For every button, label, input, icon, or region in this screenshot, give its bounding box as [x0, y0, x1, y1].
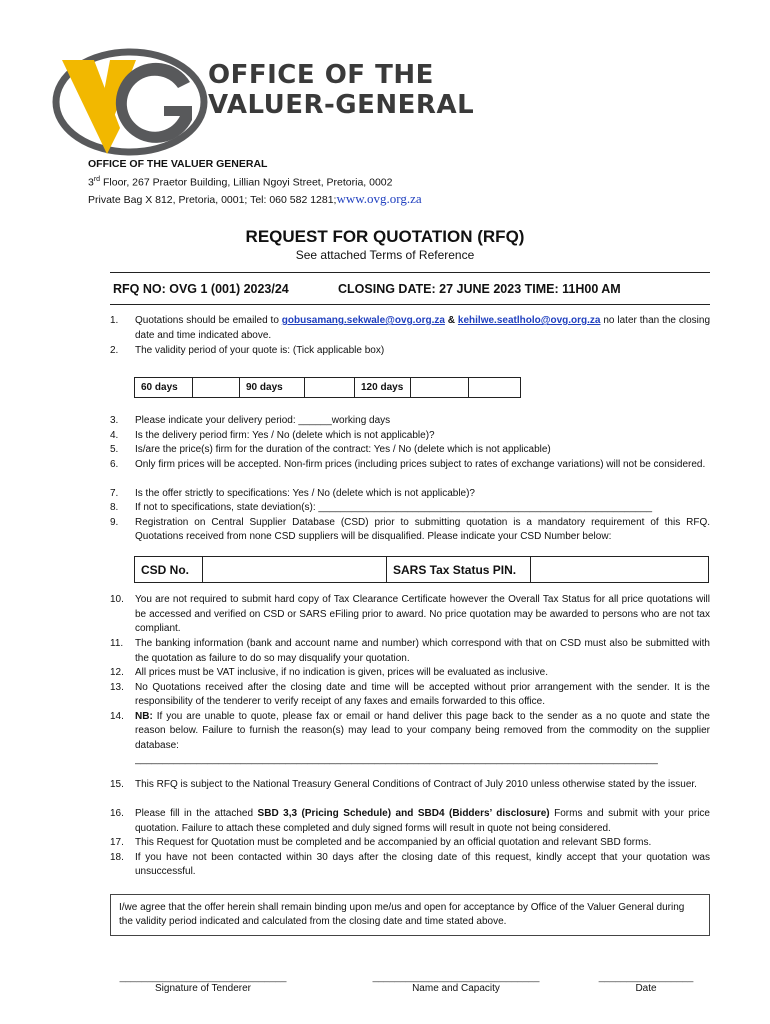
closing-date: CLOSING DATE: 27 JUNE 2023 TIME: 11H00 AM [338, 282, 621, 296]
item-text: Is the delivery period firm: Yes / No (delete which is not applicable)? [135, 429, 435, 441]
list-item [110, 710, 710, 768]
sars-pin-field[interactable] [531, 557, 709, 583]
item-number: 10. [110, 594, 124, 605]
list-item [110, 681, 710, 710]
csd-number-field[interactable] [203, 557, 387, 583]
list-item [110, 443, 710, 458]
list-item [110, 487, 710, 502]
office-contact [88, 191, 422, 208]
validity-60-checkbox[interactable] [193, 378, 240, 398]
item-number: 6. [110, 458, 119, 470]
item-text: Please indicate your delivery period: ______working days [135, 415, 391, 426]
validity-extra-cell[interactable] [469, 378, 521, 398]
validity-60-label: 60 days [135, 378, 193, 398]
item-number: 15. [110, 779, 124, 790]
item-text: Is/are the price(s) firm for the duration of the contract: Yes / No (delete which is not applicable) [135, 444, 551, 455]
validity-120-checkbox[interactable] [411, 378, 469, 398]
ovg-logo [52, 42, 502, 162]
nb-label: NB: [135, 710, 153, 722]
divider-top [110, 272, 710, 273]
agreement-box: I/we agree that the offer herein shall remain binding upon me/us and open for acceptance by Office of the Valuer General during the validity period indicated and calculated from the closing date and time stated above. [110, 894, 710, 936]
item-text: This Request for Quotation must be completed and be accompanied by an official quotation and relevant SBD forms. [135, 837, 652, 848]
validity-120-label: 120 days [355, 378, 411, 398]
floor-number: 3 [88, 176, 94, 189]
item-number: 17. [110, 837, 124, 848]
item-text-part: Forms and submit with your price quotation. Failure to attach these completed and duly signed forms will result in quote not being considered. [135, 808, 710, 834]
item-text-part: Please fill in the attached [135, 808, 258, 819]
item-text-part: no later than the closing date and time indicated above. [135, 315, 711, 341]
list-item [110, 851, 710, 880]
item-number: 1. [110, 315, 119, 326]
list-item [110, 836, 710, 851]
item-number: 18. [110, 851, 124, 863]
name-capacity-label: Name and Capacity [412, 983, 500, 994]
validity-table [134, 377, 521, 398]
item-number: 4. [110, 429, 119, 441]
signature-line[interactable]: ______________________________ [119, 972, 287, 983]
reason-blank-line[interactable]: ______________________________________________________________________________________________ [135, 754, 658, 765]
item-text: No Quotations received after the closing date and time will be accepted without prior arrangement with the sender. It is the responsibility of the tenderer to verify receipt of any faxes and emails forwarded to this office. [135, 681, 710, 707]
floor-suffix: rd [93, 176, 101, 183]
item-number: 3. [110, 415, 119, 426]
website-link[interactable]: www.ovg.org.za [336, 190, 422, 206]
signature-label: Signature of Tenderer [155, 983, 251, 994]
item-number: 8. [110, 502, 119, 513]
item-text: The banking information (bank and account name and number) which correspond with that on CSD must also be submitted with the quotation as failure to do so may disqualify your quotation. [135, 638, 710, 664]
item-number: 9. [110, 516, 119, 528]
list-item [110, 501, 710, 516]
csd-table [134, 556, 709, 583]
item-text [135, 807, 710, 836]
item-text: This RFQ is subject to the National Treasury General Conditions of Contract of July 2010 unless otherwise stated by the issuer. [135, 779, 697, 790]
name-capacity-line[interactable]: ______________________________ [372, 972, 540, 983]
item-text: You are not required to submit hard copy of Tax Clearance Certificate however the Overall Tax Status for all price quotations will be accessed and verified on CSD or SARS eFiling prior to award. No price quotation may be awarded to persons who are not tax compliant. [135, 594, 710, 634]
item-number: 7. [110, 487, 119, 499]
item-text: All prices must be VAT inclusive, if no indication is given, prices will be evaluated as inclusive. [135, 667, 548, 678]
item-text: If you have not been contacted within 30 days after the closing date of this request, kindly accept that your quotation was unsuccessful. [135, 851, 710, 877]
office-name: OFFICE OF THE VALUER GENERAL [88, 158, 268, 170]
list-item [110, 593, 710, 637]
office-address [88, 172, 422, 191]
item-number: 11. [110, 638, 124, 649]
logo-line-2: VALUER-GENERAL [208, 90, 475, 120]
item-text: Only firm prices will be accepted. Non-firm prices (including prices subject to rates of exchange variations) will not be considered. [135, 458, 706, 470]
list-item [110, 666, 710, 681]
csd-label: CSD No. [135, 557, 203, 583]
list-item [110, 458, 710, 473]
list-item [110, 429, 710, 444]
validity-90-checkbox[interactable] [305, 378, 355, 398]
divider-bottom [110, 304, 710, 305]
address-rest: Floor, 267 Praetor Building, Lillian Ngoyi Street, Pretoria, 0002 [100, 176, 393, 189]
page-subtitle: See attached Terms of Reference [295, 248, 475, 262]
list-item [110, 516, 710, 545]
item-text [135, 710, 710, 754]
vg-emblem-icon [52, 42, 212, 162]
item-number: 12. [110, 667, 124, 678]
office-address-block [88, 157, 422, 208]
contact-text: Private Bag X 812, Pretoria, 0001; Tel: 060 582 1281; [88, 193, 337, 206]
item-text-part: If you are unable to quote, please fax or email or hand deliver this page back to the sender as a no quote and state the reason below. Failure to furnish the reason(s) may lead to your company being removed from the commodity on the supplier database: [135, 710, 710, 751]
item-text: The validity period of your quote is: (Tick applicable box) [135, 345, 385, 356]
item-number: 14. [110, 710, 124, 722]
list-item [110, 344, 710, 359]
date-block [598, 972, 694, 994]
item-number: 13. [110, 681, 124, 693]
item-text-part: Quotations should be emailed to [135, 315, 282, 326]
sbd-forms-label: SBD 3,3 (Pricing Schedule) and SBD4 (Bidders’ disclosure) [257, 808, 550, 819]
validity-90-label: 90 days [240, 378, 305, 398]
page-title: REQUEST FOR QUOTATION (RFQ) [245, 227, 525, 246]
date-line[interactable]: _________________ [598, 972, 694, 983]
list-item [110, 807, 710, 836]
rfq-number: RFQ NO: OVG 1 (001) 2023/24 [113, 282, 289, 296]
item-text [135, 314, 710, 343]
list-item [110, 414, 710, 429]
logo-wordmark [208, 60, 474, 120]
item-text: Is the offer strictly to specifications: Yes / No (delete which is not applicable)? [135, 487, 475, 499]
item-number: 5. [110, 444, 119, 455]
list-item [110, 637, 710, 666]
email-link-1[interactable]: gobusamang.sekwale@ovg.org.za [281, 315, 445, 326]
logo-line-1: OFFICE OF THE [208, 60, 434, 90]
item-text: Registration on Central Supplier Database (CSD) prior to submitting quotation is a mandatory requirement of this RFQ. Quotations received from none CSD suppliers will be disqualified. Please indicate your CSD Number below: [135, 516, 710, 542]
item-number: 2. [110, 345, 119, 356]
item-number: 16. [110, 808, 124, 819]
date-label: Date [635, 983, 657, 994]
list-item [110, 314, 710, 343]
ampersand: & [444, 315, 458, 326]
sars-pin-label: SARS Tax Status PIN. [387, 557, 531, 583]
item-text: If not to specifications, state deviation(s): ____________________________________________________________ [135, 502, 653, 513]
list-item [110, 778, 710, 793]
signature-block [118, 972, 288, 994]
name-capacity-block [370, 972, 542, 994]
email-link-2[interactable]: kehilwe.seatlholo@ovg.org.za [457, 315, 601, 326]
